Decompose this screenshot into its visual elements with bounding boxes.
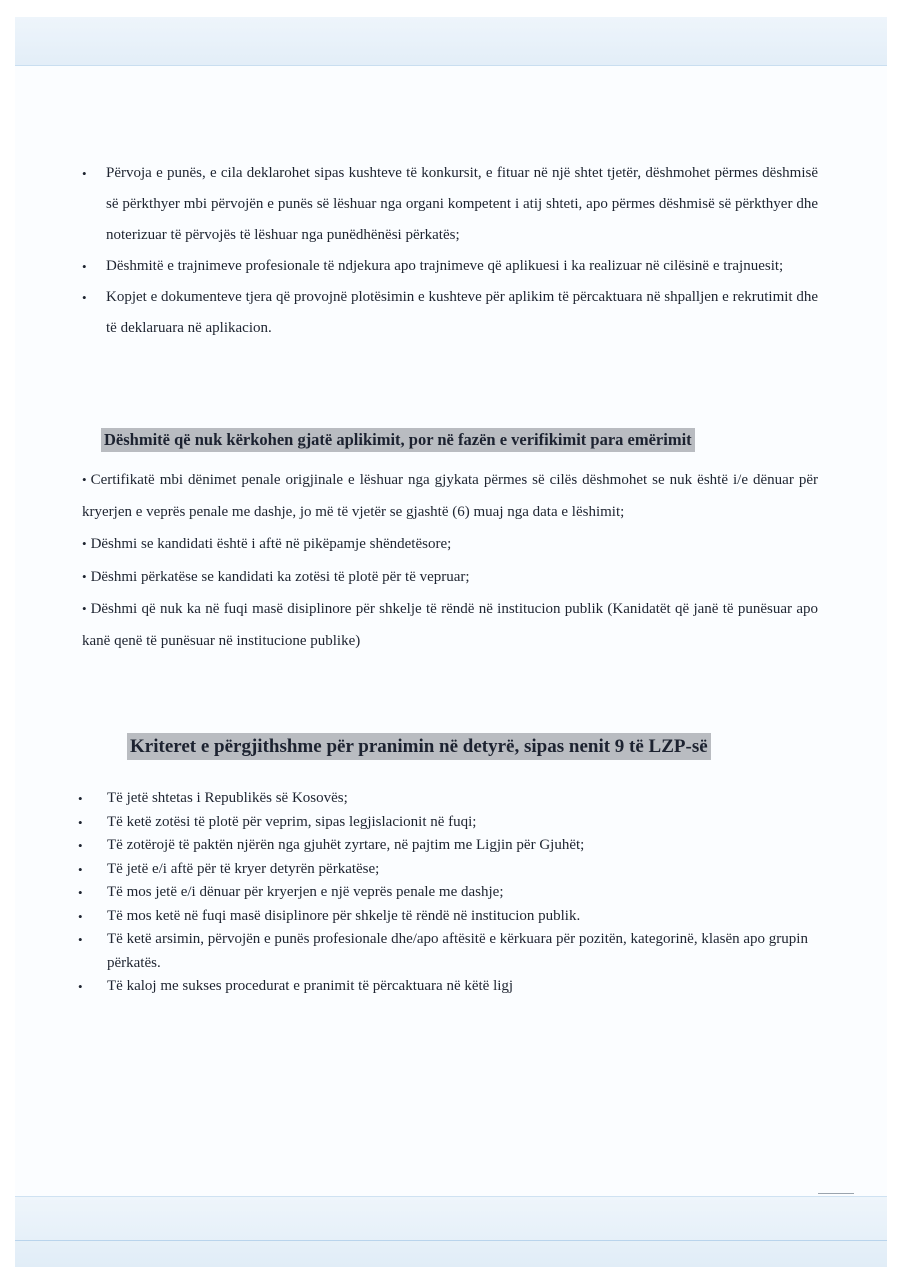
list-item-text: Dëshmitë e trajnimeve profesionale të ndjekura apo trajnimeve që aplikuesi i ka realizuar në cilësinë e trajnuesit; — [106, 258, 784, 274]
list-item — [78, 858, 818, 882]
list-item — [78, 811, 818, 835]
bullet-icon: • — [78, 861, 83, 877]
list-item — [78, 881, 818, 905]
general-criteria-list — [78, 787, 818, 999]
bullet-icon: • — [78, 932, 83, 947]
list-item — [78, 834, 818, 858]
list-item-text: Certifikatë mbi dënimet penale origjinale e lëshuar nga gjykata përmes së cilës dëshmohet se nuk është i/e dënuar për kryerjen e veprës penale me dashje, jo më të vjetër se gjashtë (6) muaj nga data e lëshimit; — [82, 472, 818, 520]
list-item — [82, 593, 818, 657]
supporting-documents-list — [82, 158, 818, 344]
list-item-text: Të ketë zotësi të plotë për veprim, sipas legjislacionit në fuqi; — [107, 813, 477, 830]
list-item-text: Të mos jetë e/i dënuar për kryerjen e një veprës penale me dashje; — [107, 884, 504, 900]
list-item-text: Dëshmi se kandidati është i aftë në pikëpamje shëndetësore; — [90, 536, 452, 552]
list-item — [82, 561, 818, 594]
list-item-text: Të kaloj me sukses procedurat e pranimit të përcaktuara në këtë ligj — [107, 978, 514, 994]
bullet-icon: • — [82, 536, 87, 551]
list-item-text: Dëshmi që nuk ka në fuqi masë disiplinore për shkelje të rëndë në institucion publik (Kanidatët që janë të punësuar apo kanë qenë të punësuar në institucione publike) — [82, 601, 818, 649]
bullet-icon: • — [82, 290, 87, 305]
divider — [15, 1240, 887, 1241]
bullet-icon: • — [78, 885, 83, 900]
bullet-icon: • — [78, 979, 83, 994]
list-item-text: Të jetë shtetas i Republikës së Kosovës; — [107, 790, 348, 806]
divider — [818, 1193, 854, 1194]
list-item — [78, 787, 818, 811]
bullet-icon: • — [78, 814, 83, 830]
list-item — [82, 528, 818, 561]
list-item — [82, 464, 818, 528]
bullet-icon: • — [78, 908, 83, 924]
bullet-icon: • — [78, 791, 83, 806]
scan-band-top — [15, 17, 887, 66]
list-item-text: Dëshmi përkatëse se kandidati ka zotësi të plotë për të vepruar; — [90, 568, 470, 585]
list-item-text: Të ketë arsimin, përvojën e punës profesionale dhe/apo aftësitë e kërkuara për pozitën, kategorinë, klasën apo grupin përkatës. — [107, 931, 808, 971]
list-item — [82, 282, 818, 344]
list-item — [82, 158, 818, 251]
list-item — [82, 251, 818, 282]
bullet-icon: • — [78, 838, 83, 853]
bullet-icon: • — [82, 259, 87, 274]
bullet-icon: • — [82, 601, 87, 616]
bullet-icon: • — [82, 568, 87, 584]
list-item-text: Përvoja e punës, e cila deklarohet sipas kushteve të konkursit, e fituar në një shtet tjetër, dëshmohet përmes dëshmisë së përkthyer mbi përvojën e punës së lëshuar nga organi kompetent i atij shteti, apo përmes dëshmisë së përkthyer dhe noterizuar të përvojës të lëshuar nga punëdhënësi përkatës; — [106, 165, 818, 243]
verification-documents-list — [82, 464, 818, 657]
list-item-text: Të mos ketë në fuqi masë disiplinore për shkelje të rëndë në institucion publik. — [107, 907, 581, 924]
list-item — [78, 905, 818, 929]
list-item-text: Kopjet e dokumenteve tjera që provojnë plotësimin e kushteve për aplikim të përcaktuara në shpalljen e rekrutimit dhe të deklaruara në aplikacion. — [106, 289, 818, 336]
scan-band-bottom — [15, 1196, 887, 1267]
list-item-text: Të jetë e/i aftë për të kryer detyrën përkatëse; — [107, 860, 380, 877]
list-item — [78, 975, 818, 999]
section-heading-verification: Dëshmitë që nuk kërkohen gjatë aplikimit, por në fazën e verifikimit para emërimit — [101, 428, 695, 452]
section-heading-general-criteria: Kriteret e përgjithshme për pranimin në detyrë, sipas nenit 9 të LZP-së — [127, 733, 711, 760]
bullet-icon: • — [82, 472, 87, 487]
bullet-icon: • — [82, 166, 87, 181]
list-item-text: Të zotërojë të paktën njërën nga gjuhët zyrtare, në pajtim me Ligjin për Gjuhët; — [107, 837, 585, 853]
list-item — [78, 928, 818, 975]
